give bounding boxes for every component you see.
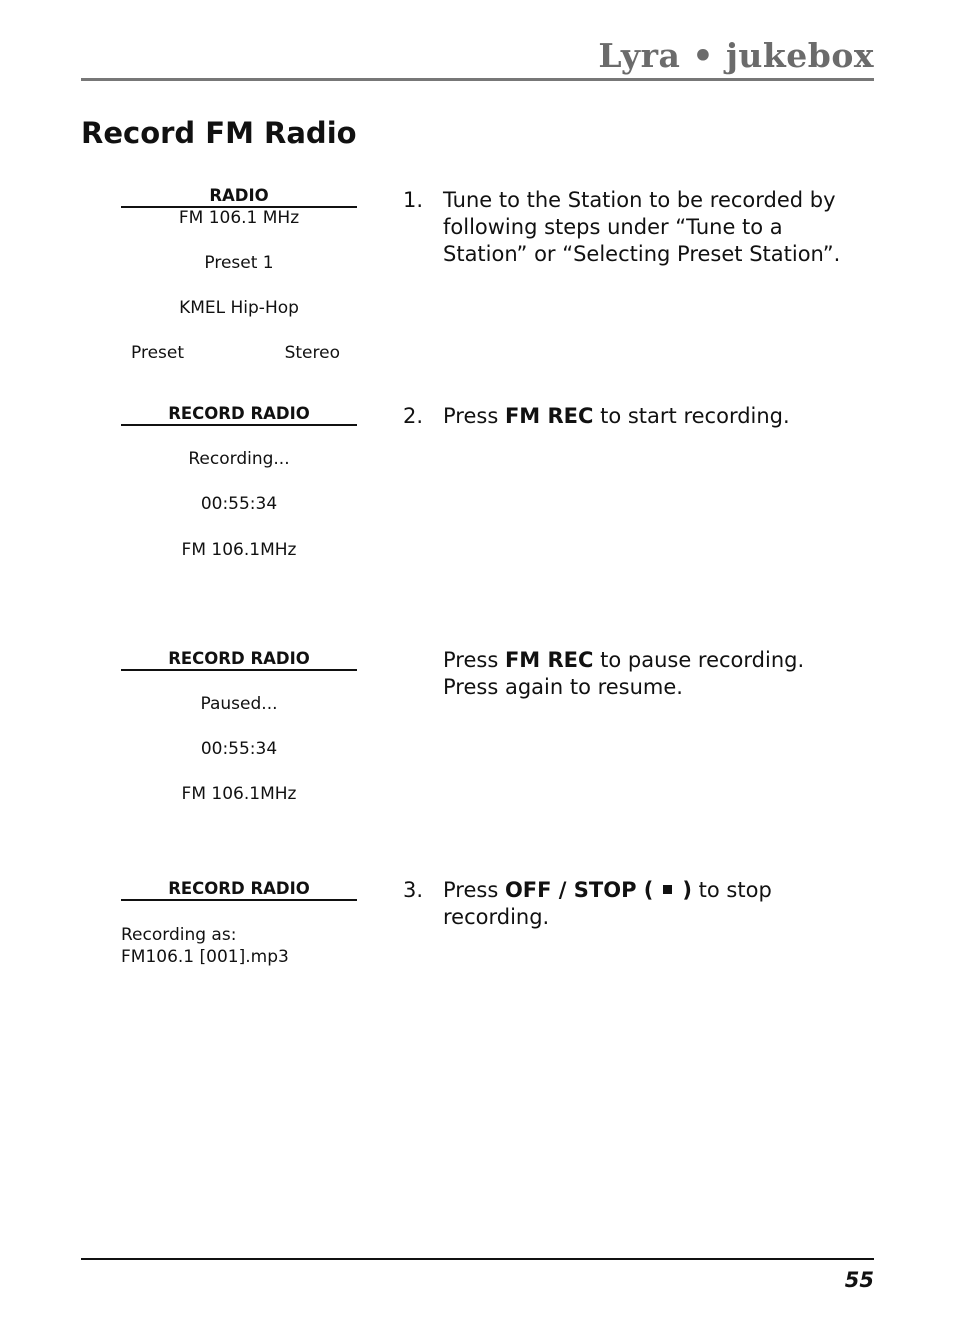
screen-status: Recording... xyxy=(188,449,290,469)
screen-time: 00:55:34 xyxy=(200,739,278,759)
fm-rec-key: FM REC xyxy=(504,648,594,672)
footer-rule xyxy=(81,1258,874,1260)
stop-icon xyxy=(663,885,672,894)
saved-screen xyxy=(121,879,357,979)
screen-frequency: FM 106.1 MHz xyxy=(178,208,300,228)
page-title: Record FM Radio xyxy=(81,116,357,150)
paused-screen xyxy=(121,649,357,819)
screen-status: Paused... xyxy=(200,694,278,714)
record-radio-screen xyxy=(121,404,357,574)
step-text: Tune to the Station to be recorded by following steps under “Tune to a Station” or “Selecting Preset Station”. xyxy=(443,188,841,266)
screen-footer-right: Stereo xyxy=(284,343,340,363)
radio-screen xyxy=(121,186,357,366)
step-number: 3. xyxy=(403,878,424,902)
screen-frequency: FM 106.1MHz xyxy=(181,540,297,560)
step-text: Press FM REC to pause recording. Press again to resume. xyxy=(443,648,805,699)
screen-heading: RECORD RADIO xyxy=(121,879,357,901)
brand-title: Lyra • jukebox xyxy=(598,36,874,75)
screen-heading: RADIO xyxy=(121,186,357,208)
step-text: Press FM REC to start recording. xyxy=(443,404,790,428)
screen-frequency: FM 106.1MHz xyxy=(181,784,297,804)
screen-preset: Preset 1 xyxy=(204,253,274,273)
screen-label: Recording as: xyxy=(121,925,237,945)
page-number: 55 xyxy=(844,1268,874,1292)
step-text: Press OFF / STOP ( ) to stop recording. xyxy=(443,878,772,929)
screen-footer xyxy=(121,343,357,363)
screen-station-name: KMEL Hip-Hop xyxy=(179,298,299,318)
screen-heading: RECORD RADIO xyxy=(121,649,357,671)
step-number: 1. xyxy=(403,188,424,212)
screen-filename: FM106.1 [001].mp3 xyxy=(121,947,289,967)
screen-footer-left: Preset xyxy=(131,343,185,363)
off-stop-key: OFF / STOP ( xyxy=(504,878,654,902)
screen-heading: RECORD RADIO xyxy=(121,404,357,426)
header-rule xyxy=(81,78,874,81)
screen-time: 00:55:34 xyxy=(200,494,278,514)
fm-rec-key: FM REC xyxy=(504,404,594,428)
step-number: 2. xyxy=(403,404,424,428)
